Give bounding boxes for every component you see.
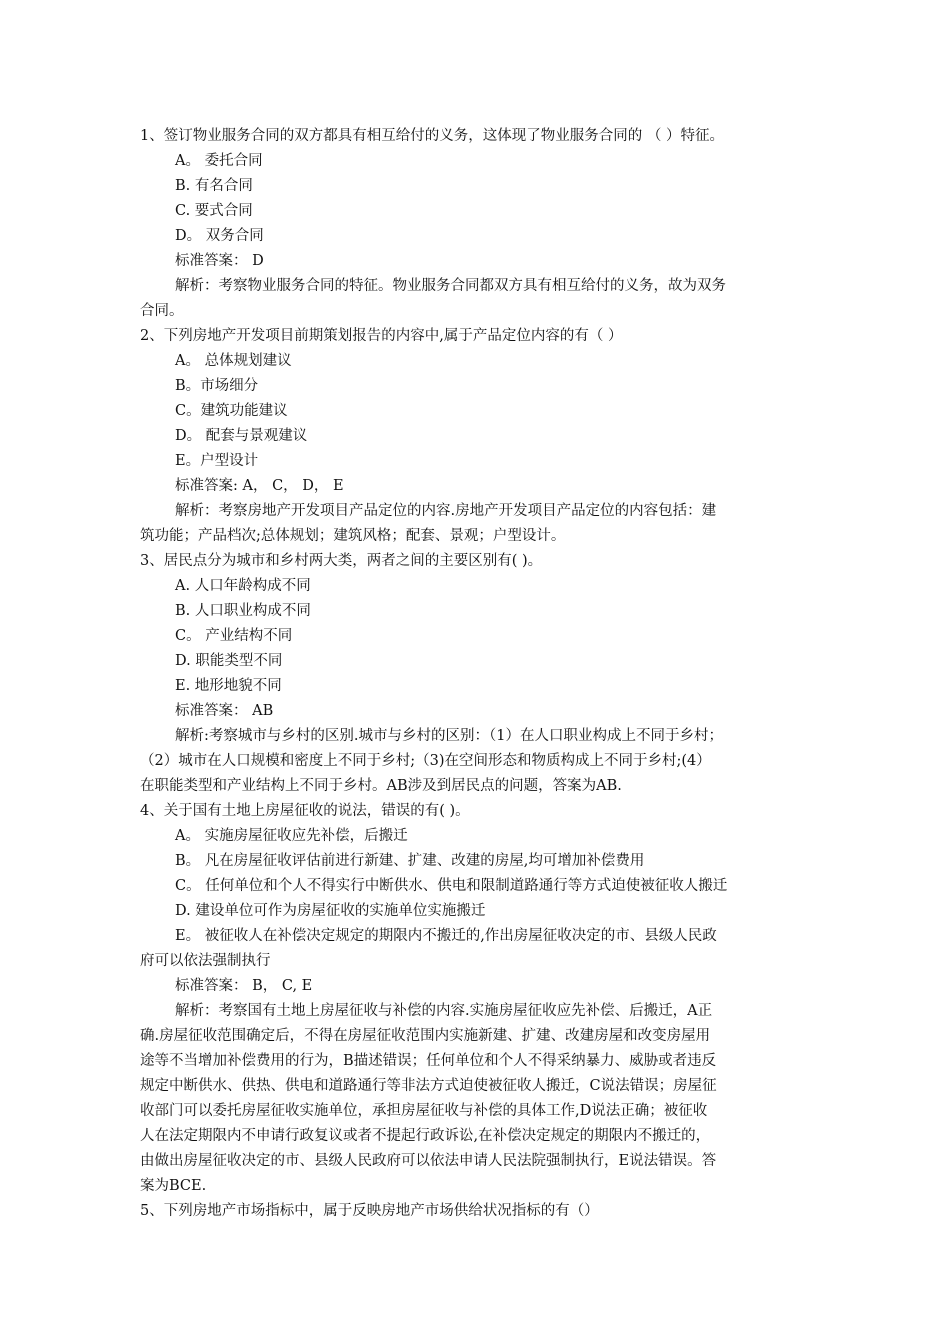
question-2-option-c: C。建筑功能建议	[175, 403, 288, 419]
question-4-option-c: C。 任何单位和个人不得实行中断供水、供电和限制道路通行等方式迫使被征收人搬迁	[175, 878, 728, 894]
question-2-option-b: B。市场细分	[175, 378, 259, 394]
question-3-explanation-line: 解析:考察城市与乡村的区别.城市与乡村的区别：（1）在人口职业构成上不同于乡村；	[175, 728, 723, 744]
question-4-option-d: D. 建设单位可作为房屋征收的实施单位实施搬迁	[175, 903, 486, 919]
question-4-explanation-line: 解析：考察国有土地上房屋征收与补偿的内容.实施房屋征收应先补偿、后搬迁，A正	[175, 1003, 713, 1019]
question-1-option-a: A。 委托合同	[175, 153, 263, 169]
question-4-option-a: A。 实施房屋征收应先补偿，后搬迁	[175, 828, 408, 844]
document-body	[140, 124, 820, 1224]
question-2-explanation-line: 解析：考察房地产开发项目产品定位的内容.房地产开发项目产品定位的内容包括：建	[175, 503, 717, 519]
question-3-explanation-line: （2）城市在人口规模和密度上不同于乡村;（3)在空间形态和物质构成上不同于乡村;(4）	[140, 753, 711, 769]
question-4-option-e: E。 被征收人在补偿决定规定的期限内不搬迁的,作出房屋征收决定的市、县级人民政	[175, 928, 717, 944]
question-3-option-c: C。 产业结构不同	[175, 628, 293, 644]
question-2-explanation-line: 筑功能；产品档次;总体规划；建筑风格；配套、景观；户型设计。	[140, 528, 566, 544]
question-3-explanation-line: 在职能类型和产业结构上不同于乡村。AB涉及到居民点的问题，答案为AB.	[140, 778, 622, 794]
question-4-explanation-line: 收部门可以委托房屋征收实施单位，承担房屋征收与补偿的具体工作,D说法正确；被征收	[140, 1103, 708, 1119]
question-4-explanation-line: 途等不当增加补偿费用的行为，B描述错误；任何单位和个人不得采纳暴力、威胁或者违反	[140, 1053, 717, 1069]
question-1-answer: 标准答案： D	[175, 253, 264, 269]
question-1-explanation-line: 合同。	[140, 303, 184, 319]
question-1-option-b: B. 有名合同	[175, 178, 253, 194]
question-2-option-a: A。 总体规划建议	[175, 353, 292, 369]
question-4-explanation-line: 人在法定期限内不申请行政复议或者不提起行政诉讼,在补偿决定规定的期限内不搬迁的，	[140, 1128, 711, 1144]
question-5-stem: 5、下列房地产市场指标中，属于反映房地产市场供给状况指标的有（）	[140, 1203, 599, 1219]
question-3-stem: 3、居民点分为城市和乡村两大类，两者之间的主要区别有( )。	[140, 553, 543, 569]
question-1-option-d: D。 双务合同	[175, 228, 264, 244]
question-3-option-d: D. 职能类型不同	[175, 653, 283, 669]
question-3-option-a: A. 人口年龄构成不同	[175, 578, 311, 594]
question-3-option-b: B. 人口职业构成不同	[175, 603, 311, 619]
question-2-stem: 2、下列房地产开发项目前期策划报告的内容中,属于产品定位内容的有（ ）	[140, 328, 623, 344]
question-4-option-b: B。 凡在房屋征收评估前进行新建、扩建、改建的房屋,均可增加补偿费用	[175, 853, 645, 869]
question-2-answer: 标准答案: A， C， D， E	[175, 478, 344, 494]
question-4-stem: 4、关于国有土地上房屋征收的说法，错误的有( )。	[140, 803, 470, 819]
question-1-explanation-line: 解析：考察物业服务合同的特征。物业服务合同都双方具有相互给付的义务，故为双务	[175, 278, 726, 294]
question-3-answer: 标准答案： AB	[175, 703, 274, 719]
question-4-explanation-line: 确.房屋征收范围确定后，不得在房屋征收范围内实施新建、扩建、改建房屋和改变房屋用	[140, 1028, 711, 1044]
question-4-explanation-line: 规定中断供水、供热、供电和道路通行等非法方式迫使被征收人搬迁，C说法错误；房屋征	[140, 1078, 717, 1094]
question-4-answer: 标准答案： B， C, E	[175, 978, 313, 994]
question-4-option-e-continued: 府可以依法强制执行	[140, 953, 271, 969]
question-2-option-e: E。户型设计	[175, 453, 259, 469]
question-4-explanation-line: 案为BCE.	[140, 1178, 207, 1194]
question-2-option-d: D。 配套与景观建议	[175, 428, 308, 444]
question-4-explanation-line: 由做出房屋征收决定的市、县级人民政府可以依法申请人民法院强制执行，E说法错误。答	[140, 1153, 717, 1169]
question-3-option-e: E. 地形地貌不同	[175, 678, 282, 694]
question-1-option-c: C. 要式合同	[175, 203, 253, 219]
question-1-stem: 1、签订物业服务合同的双方都具有相互给付的义务，这体现了物业服务合同的 （ ）特征。	[140, 128, 724, 144]
